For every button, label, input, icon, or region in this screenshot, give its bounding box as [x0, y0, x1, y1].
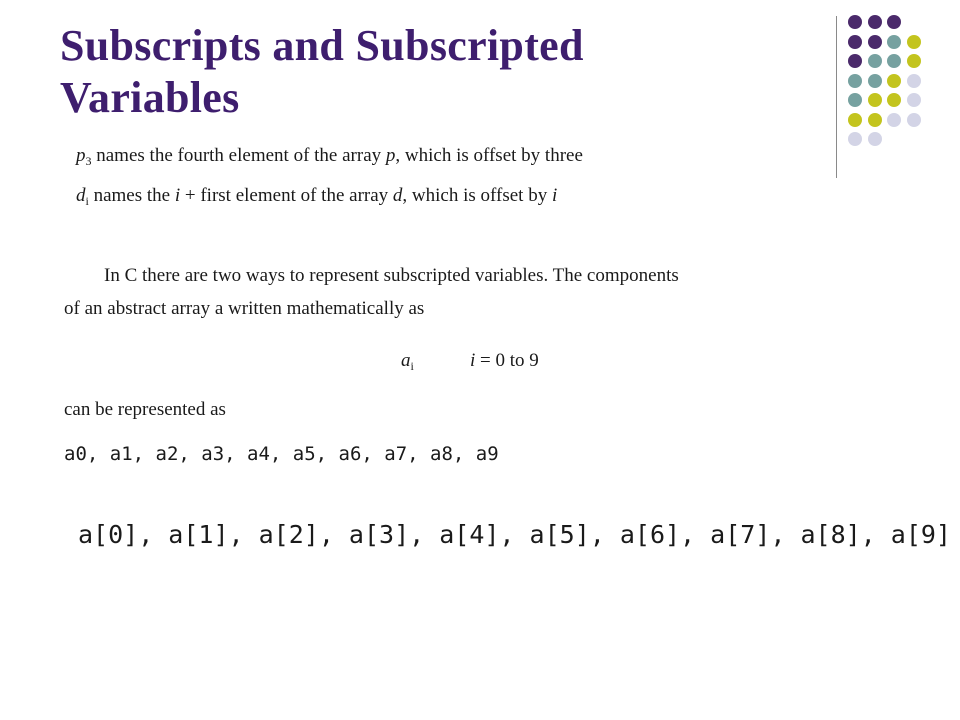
- di-index: i: [174, 185, 181, 206]
- di-index-2: i: [551, 185, 558, 206]
- p3-tail: , which is offset by three: [395, 145, 583, 166]
- code-array-list: a[0], a[1], a[2], a[3], a[4], a[5], a[6], a[7], a[8], a[9]: [78, 520, 951, 549]
- p3-subscript: 3: [85, 154, 92, 168]
- di-text-3: , which is offset by: [402, 185, 552, 206]
- code-scalar-list: a0, a1, a2, a3, a4, a5, a6, a7, a8, a9: [64, 443, 499, 465]
- p3-variable: p: [76, 145, 86, 166]
- formula-range: [470, 350, 539, 372]
- formula-term: [401, 350, 414, 374]
- di-array-name: d: [392, 185, 403, 206]
- p3-text: names the fourth element of the array: [91, 145, 386, 166]
- represented-as-text: can be represented as: [64, 399, 226, 420]
- formula-subscript: i: [410, 359, 414, 373]
- formula-range-text: = 0 to 9: [475, 350, 539, 371]
- p3-array-name: p: [385, 145, 396, 166]
- paragraph-line-1: In C there are two ways to represent subscripted variables. The components: [104, 265, 679, 286]
- p3-sentence: [76, 145, 583, 169]
- di-subscript: i: [85, 194, 89, 208]
- di-sentence: [76, 185, 557, 209]
- di-text-1: names the: [88, 185, 175, 206]
- formula-index: i: [470, 350, 476, 371]
- title-line-1: Subscripts and Subscripted: [60, 21, 584, 70]
- title-line-2: Variables: [60, 73, 240, 122]
- di-variable: d: [76, 185, 86, 206]
- formula-variable: a: [401, 350, 411, 371]
- paragraph-line-2: of an abstract array a written mathematically as: [64, 298, 425, 319]
- di-text-2: + first element of the array: [180, 185, 393, 206]
